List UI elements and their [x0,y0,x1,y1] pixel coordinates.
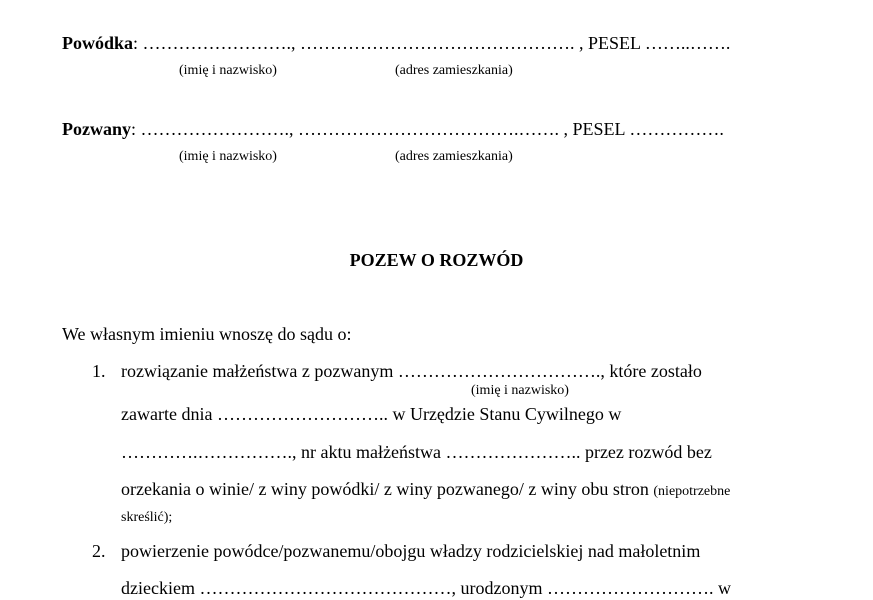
item-1-name-caption: (imię i nazwisko) [471,383,569,398]
plaintiff-label: Powódka [62,33,134,53]
defendant-name-caption: (imię i nazwisko) [179,149,277,164]
intro-text: We własnym imieniu wnoszę do sądu o: [62,324,352,344]
item-1-number: 1. [92,361,106,381]
item-1-line4 [121,478,730,503]
plaintiff-fields: : ……………………., ………………………………………. , PESEL ……..……. [133,33,731,53]
plaintiff-name-caption: (imię i nazwisko) [179,63,277,78]
document-title: POZEW O ROZWÓD [349,250,524,270]
item-1-line1: rozwiązanie małżeństwa z pozwanym ……………………………., które zostało [121,361,702,381]
item-2-line1: powierzenie powódce/pozwanemu/obojgu władzy rodzicielskiej nad małoletnim [121,541,701,561]
item-2-number: 2. [92,541,106,561]
item-1-line4-note: (niepotrzebne [653,484,731,499]
defendant-address-caption: (adres zamieszkania) [395,149,513,164]
plaintiff-line [62,32,730,54]
defendant-fields: : ……………………., ……………………………….……. , PESEL ……………. [131,119,724,139]
item-1-line2: zawarte dnia ……………………….. w Urzędzie Stanu Cywilnego w [121,404,622,424]
defendant-label: Pozwany [62,119,131,139]
plaintiff-address-caption: (adres zamieszkania) [395,63,513,78]
item-1-line5: skreślić); [121,510,173,525]
item-1-line3: ………….……………., nr aktu małżeństwa ………………….. przez rozwód bez [121,442,712,462]
item-2-line2: dzieckiem ……………………………………, urodzonym ………………………. w [121,578,731,598]
defendant-line [62,118,724,140]
item-1-line4-main: orzekania o winie/ z winy powódki/ z winy pozwanego/ z winy obu stron [121,479,649,499]
